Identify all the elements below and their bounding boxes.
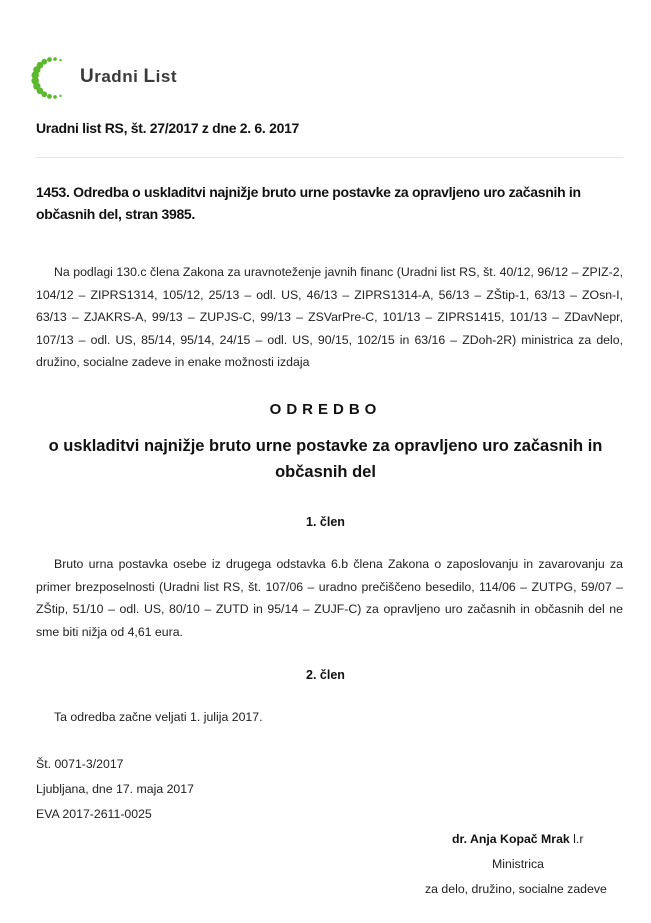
document-number: Št. 0071-3/2017 [36, 757, 124, 771]
signatory-name: dr. Anja Kopač Mrak [452, 832, 570, 846]
logo-dot [59, 59, 61, 61]
logo-dot [59, 95, 61, 97]
logo-wordmark: Uradni List [80, 66, 177, 87]
article-2-paragraph [36, 706, 623, 729]
logo-dot [47, 94, 52, 99]
logo-dots-icon [30, 48, 78, 108]
article-1-label: 1. člen [306, 515, 345, 529]
article-1-text: Bruto urna postavka osebe iz drugega odstavka 6.b člena Zakona o zaposlovanju in zavarovanju za primer brezposelnosti (Uradni list RS, št. 107/06 – uradno prečiščeno besedilo, 114/06 – ZUTPG, 59/07 – ZŠtip, 51/10 – odl. US, 80/10 – ZUTD in 95/14 – ZUJF-C) za opravljeno uro začasnih in občasnih del ne sme biti nižja od 4,61 eura. [36, 557, 623, 639]
article-2-label: 2. člen [306, 668, 345, 682]
document-subtitle [0, 433, 651, 485]
logo-dot [47, 57, 52, 62]
article-2-text: Ta odredba začne veljati 1. julija 2017. [54, 710, 263, 724]
signatory-department: za delo, družino, socialne zadeve [425, 882, 607, 896]
eva-number: EVA 2017-2611-0025 [36, 807, 152, 821]
logo-dot [53, 57, 57, 61]
logo-dot [53, 95, 57, 99]
preamble-paragraph [36, 261, 623, 374]
logo-dot [41, 91, 47, 97]
preamble-text: Na podlagi 130.c člena Zakona za uravnoteženje javnih financ (Uradni list RS, št. 40/12, 96/12 – ZPIZ-2, 104/12 – ZIPRS1314, 105/12, 25/13 – odl. US, 46/13 – ZIPRS1314-A, 56/13 – ZŠtip-1, 63/13 – ZOsn-I, 63/13 – ZJAKRS-A, 99/13 – ZUPJS-C, 99/13 – ZSVarPre-C, 101/13 – ZIPRS1415, 101/13 – ZDavNepr, 107/13 – odl. US, 85/14, 95/14, 24/15 – odl. US, 90/15, 102/15 in 63/16 – ZDoh-2R) ministrica za delo, družino, socialne zadeve in enake možnosti izdaja [36, 265, 623, 370]
issue-line: Uradni list RS, št. 27/2017 z dne 2. 6. 2017 [36, 120, 300, 136]
subtitle-text: o uskladitvi najnižje bruto urne postavke za opravljeno uro začasnih in občasnih del [48, 437, 603, 481]
signature-name [452, 832, 583, 846]
place-date: Ljubljana, dne 17. maja 2017 [36, 782, 194, 796]
document-title: 1453. Odredba o uskladitvi najnižje bruto urne postavke za opravljeno uro začasnih in občasnih del, stran 3985. [36, 184, 581, 222]
uradni-list-logo[interactable] [30, 48, 177, 108]
divider [36, 157, 623, 158]
document-heading: ODREDBO [269, 401, 382, 418]
signatory-role: Ministrica [492, 857, 544, 871]
article-1-paragraph [36, 553, 623, 643]
signature-suffix: l.r [569, 832, 584, 846]
